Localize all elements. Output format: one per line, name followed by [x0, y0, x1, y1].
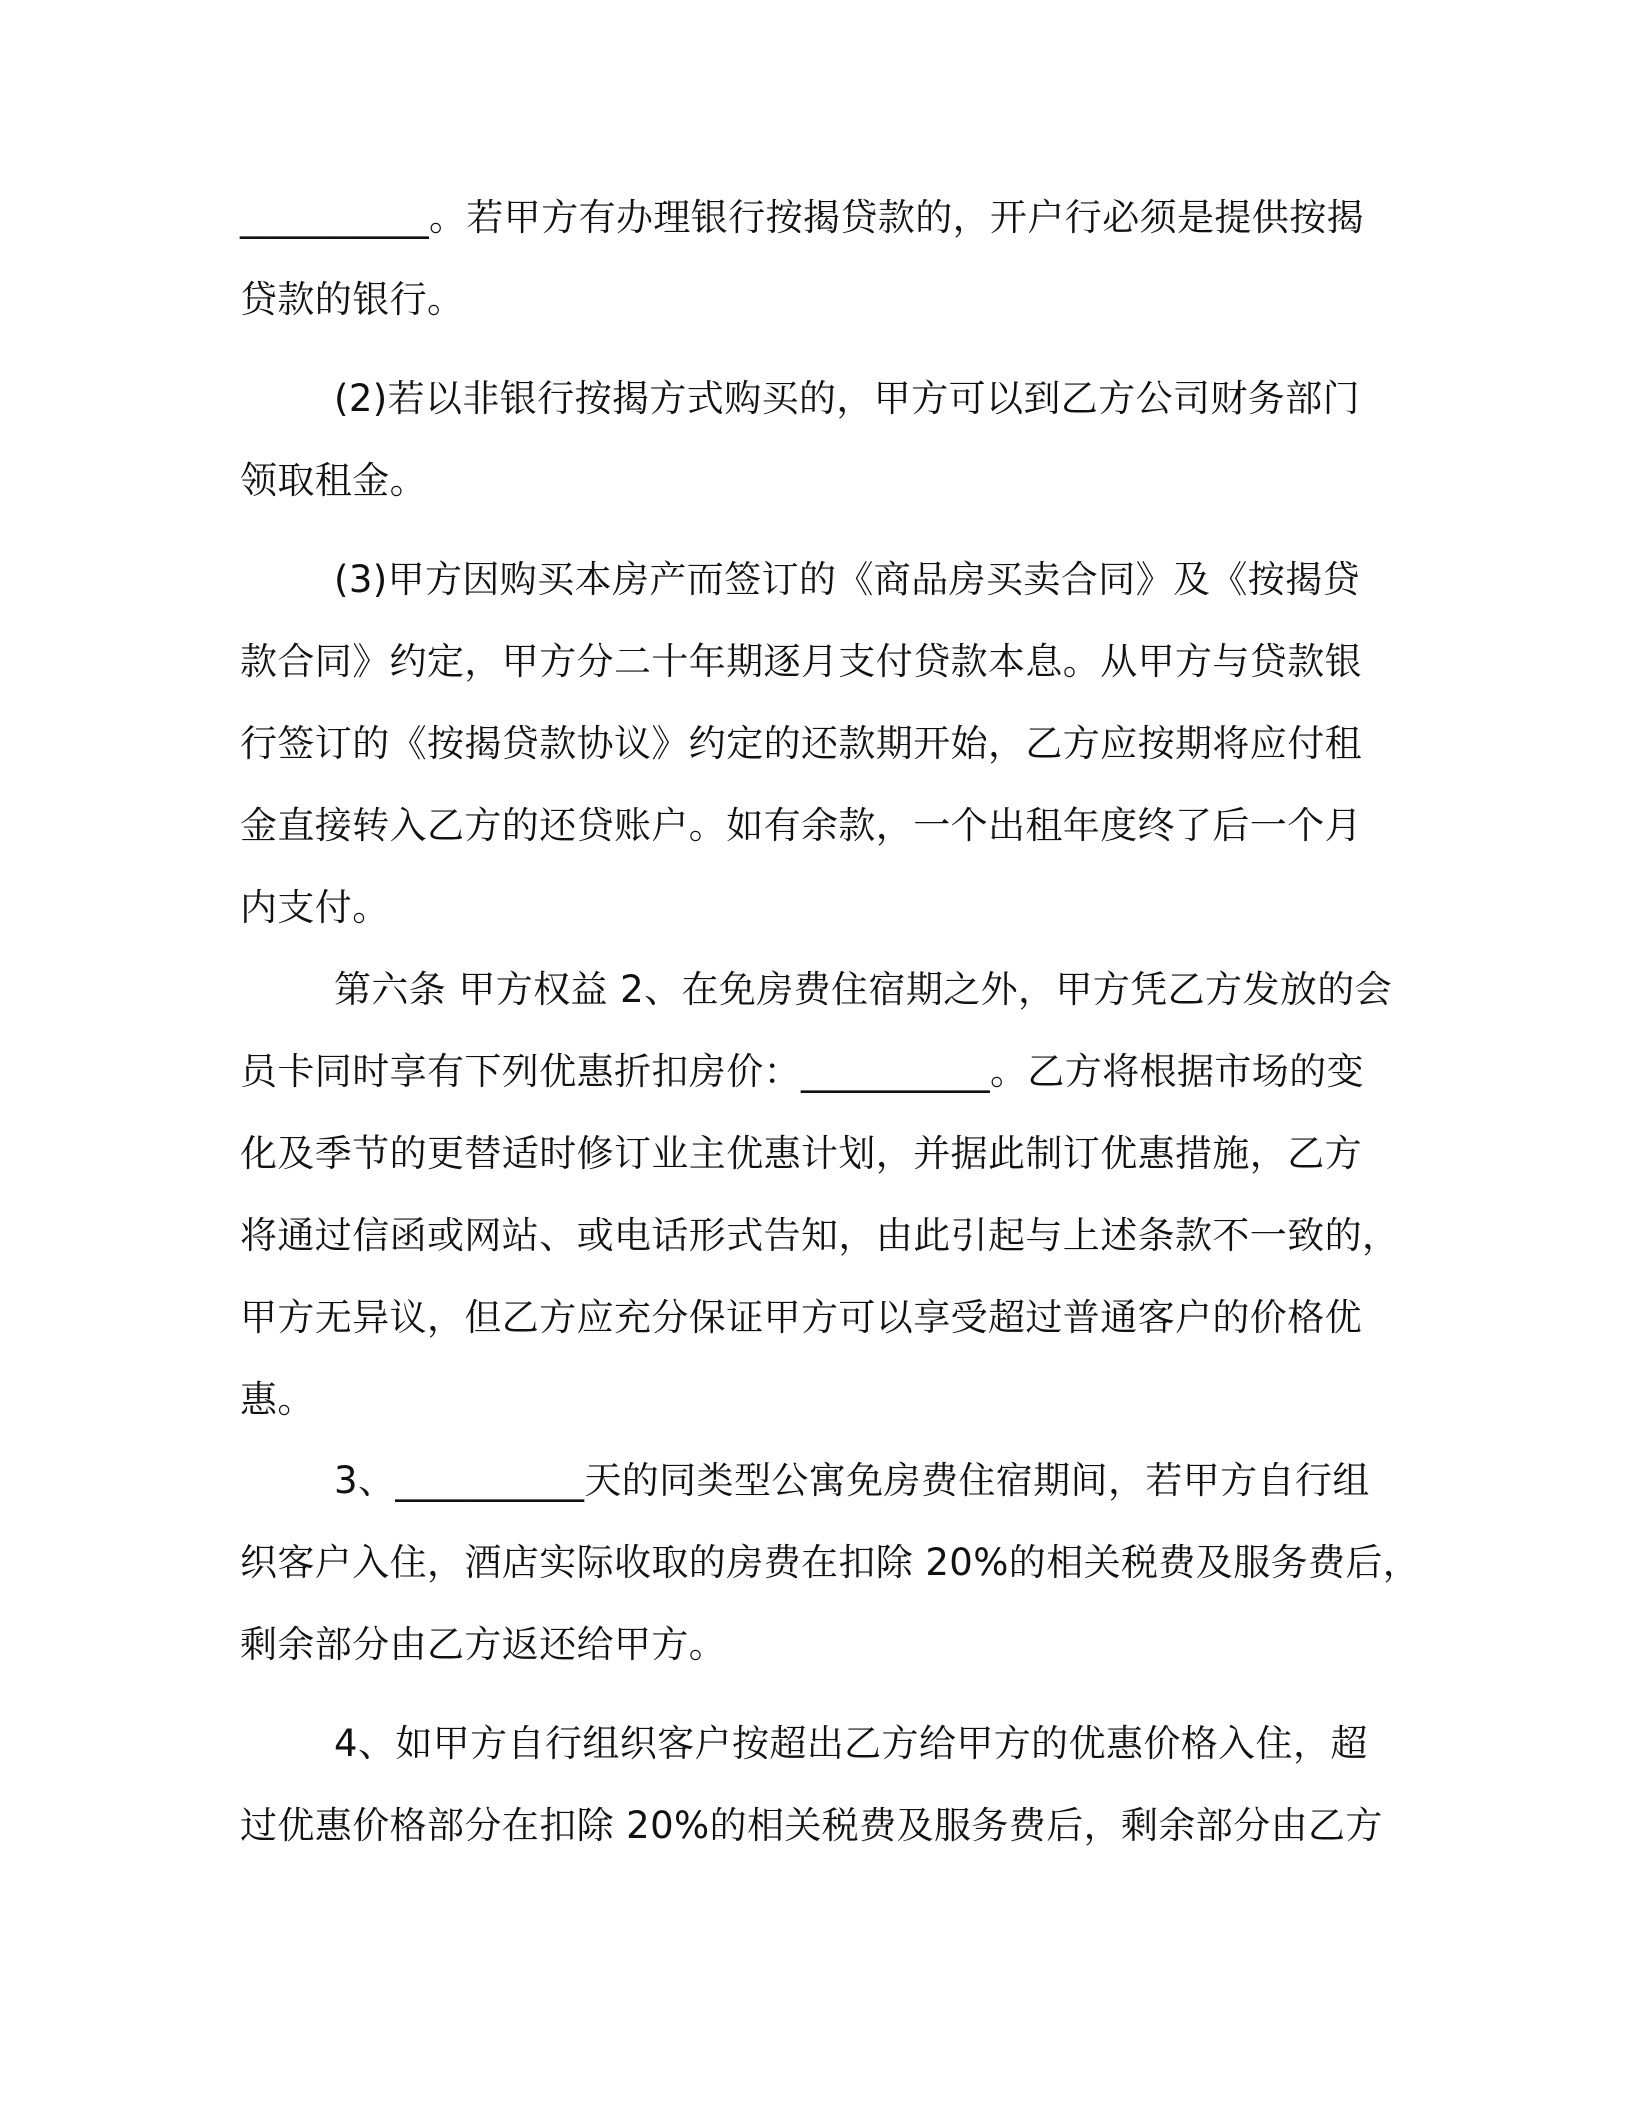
- text-line: 领取租金。: [240, 459, 427, 502]
- text-line: 剩余部分由乙方返还给甲方。: [240, 1623, 727, 1666]
- text-line: __________。若甲方有办理银行按揭贷款的，开户行必须是提供按揭: [240, 196, 1364, 239]
- text-line: 内支付。: [240, 886, 390, 929]
- text-line: 甲方无异议，但乙方应充分保证甲方可以享受超过普通客户的价格优: [240, 1296, 1362, 1339]
- paragraph-item-4: [240, 1703, 1400, 1867]
- text-line: (2)若以非银行按揭方式购买的，甲方可以到乙方公司财务部门: [334, 377, 1361, 420]
- text-line: 织客户入住，酒店实际收取的房费在扣除 20%的相关税费及服务费后，: [240, 1541, 1421, 1584]
- paragraph-article-6: [240, 949, 1400, 1441]
- paragraph-item-3: [240, 539, 1400, 949]
- text-line: 3、__________天的同类型公寓免房费住宿期间，若甲方自行组: [334, 1459, 1370, 1502]
- text-line: 4、如甲方自行组织客户按超出乙方给甲方的优惠价格入住，超: [334, 1722, 1368, 1765]
- text-line: 化及季节的更替适时修订业主优惠计划，并据此制订优惠措施，乙方: [240, 1132, 1362, 1175]
- text-line: 贷款的银行。: [240, 278, 465, 321]
- text-line: (3)甲方因购买本房产而签订的《商品房买卖合同》及《按揭贷: [334, 558, 1361, 601]
- text-line: 过优惠价格部分在扣除 20%的相关税费及服务费后，剩余部分由乙方: [240, 1804, 1383, 1847]
- text-line: 款合同》约定，甲方分二十年期逐月支付贷款本息。从甲方与贷款银: [240, 640, 1362, 683]
- paragraph-item-3-free-stay: [240, 1440, 1421, 1686]
- text-line: 员卡同时享有下列优惠折扣房价：__________。乙方将根据市场的变: [240, 1050, 1364, 1093]
- text-line: 第六条 甲方权益 2、在免房费住宿期之外，甲方凭乙方发放的会: [334, 968, 1393, 1011]
- paragraph-bank-account: [240, 177, 1400, 341]
- text-line: 金直接转入乙方的还贷账户。如有余款，一个出租年度终了后一个月: [240, 804, 1362, 847]
- text-line: 惠。: [240, 1378, 315, 1421]
- text-line: 将通过信函或网站、或电话形式告知，由此引起与上述条款不一致的，: [240, 1214, 1400, 1257]
- paragraph-item-2: [240, 358, 1400, 522]
- text-line: 行签订的《按揭贷款协议》约定的还款期开始，乙方应按期将应付租: [240, 722, 1362, 765]
